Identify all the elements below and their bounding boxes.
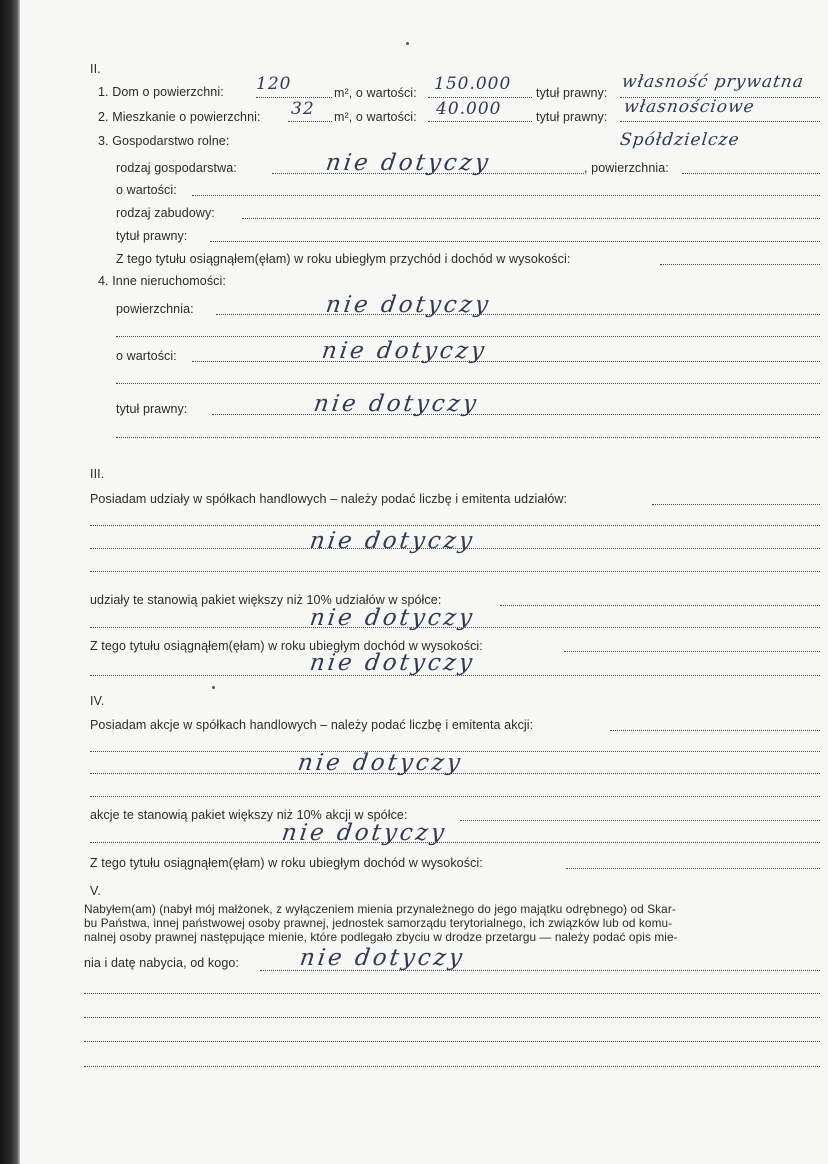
other-area-value: nie dotyczy: [324, 292, 493, 318]
shares-label: Posiadam udziały w spółkach handlowych – należy podać liczbę i emitenta udziałów:: [90, 492, 568, 506]
flat-area-dots: [288, 121, 332, 122]
flat-title-value: własnościowe: [622, 97, 757, 117]
house-area-dots: [256, 97, 332, 98]
other-title-value: nie dotyczy: [312, 391, 481, 417]
stock-pkg-dots: [460, 820, 820, 821]
section-v-line2: bu Państwa, innej państwowej osoby prawnej, jednostek samorządu terytorialnego, ich związków lub od komu-: [84, 916, 673, 930]
farm-title-dots: [210, 241, 820, 242]
scan-speck: [406, 42, 409, 45]
other-value-dots-2: [116, 383, 820, 384]
document-page: [20, 0, 828, 1164]
scan-left-edge: [0, 0, 20, 1164]
other-value-label: o wartości:: [116, 349, 177, 363]
section-v-line3: nalnej osoby prawnej następujące mienie, które podlegało zbyciu w drodze przetargu — należy podać opis mie-: [84, 930, 678, 944]
section-v-heading: V.: [90, 884, 101, 898]
shares-income-dots: [564, 651, 820, 652]
other-area-dots-2: [116, 336, 820, 337]
other-area-label: powierzchnia:: [116, 302, 194, 316]
stock-dots: [610, 730, 820, 731]
farm-income-dots: [660, 264, 820, 265]
flat-title-value-cont: Spółdzielcze: [618, 130, 741, 150]
section-v-dots-5: [84, 1066, 820, 1067]
flat-label: 2. Mieszkanie o powierzchni:: [98, 110, 261, 124]
farm-area-label: , powierzchnia:: [584, 161, 669, 175]
flat-value-dots: [428, 121, 532, 122]
house-area-value: 120: [256, 74, 292, 94]
shares-income-label: Z tego tytułu osiągnąłem(ęłam) w roku ubiegłym dochód w wysokości:: [90, 639, 483, 653]
farm-buildings-dots: [242, 218, 820, 219]
farm-title-label: tytuł prawny:: [116, 229, 188, 243]
farm-area-dots: [682, 173, 820, 174]
section-v-dots-4: [84, 1041, 820, 1042]
section-v-line4: nia i datę nabycia, od kogo:: [84, 956, 239, 970]
house-value-dots: [428, 97, 532, 98]
stock-label: Posiadam akcje w spółkach handlowych – należy podać liczbę i emitenta akcji:: [90, 718, 534, 732]
shares-dots-4: [90, 571, 820, 572]
flat-value-value: 40.000: [436, 99, 502, 119]
stock-income-dots: [566, 868, 820, 869]
farm-type-value: nie dotyczy: [324, 150, 493, 176]
farm-label: 3. Gospodarstwo rolne:: [98, 134, 230, 148]
farm-income-label: Z tego tytułu osiągnąłem(ęłam) w roku ubiegłym przychód i dochód w wysokości:: [116, 252, 571, 266]
house-title-value: własność prywatna: [620, 72, 806, 92]
other-label: 4. Inne nieruchomości:: [98, 274, 226, 288]
shares-income-dots-2: [90, 675, 820, 676]
flat-title-label: tytuł prawny:: [536, 110, 608, 124]
section-ii-heading: II.: [90, 62, 101, 76]
other-title-label: tytuł prawny:: [116, 402, 188, 416]
shares-pkg-dots: [500, 605, 820, 606]
farm-value-label: o wartości:: [116, 183, 177, 197]
house-unit-label: m², o wartości:: [334, 86, 417, 100]
shares-pkg-dots-2: [90, 627, 820, 628]
flat-title-dots: [620, 121, 820, 122]
other-area-dots: [216, 314, 820, 315]
stock-pkg-value: nie dotyczy: [280, 820, 449, 846]
other-title-dots: [212, 414, 820, 415]
stock-pkg-label: akcje te stanowią pakiet większy niż 10% akcji w spółce:: [90, 808, 408, 822]
section-iii-heading: III.: [90, 467, 105, 481]
flat-area-value: 32: [291, 99, 315, 119]
house-title-label: tytuł prawny:: [536, 86, 608, 100]
shares-dots: [652, 504, 820, 505]
stock-income-label: Z tego tytułu osiągnąłem(ęłam) w roku ubiegłym dochód w wysokości:: [90, 856, 483, 870]
other-value-value: nie dotyczy: [320, 338, 489, 364]
farm-type-label: rodzaj gospodarstwa:: [116, 161, 237, 175]
scan-speck: [212, 686, 215, 689]
other-title-dots-2: [116, 437, 820, 438]
stock-dots-4: [90, 796, 820, 797]
section-iv-heading: IV.: [90, 694, 105, 708]
farm-value-dots: [192, 195, 820, 196]
shares-pkg-label: udziały te stanowią pakiet większy niż 10% udziałów w spółce:: [90, 593, 442, 607]
shares-pkg-value: nie dotyczy: [308, 605, 477, 631]
section-v-dots-2: [84, 993, 820, 994]
section-v-line1: Nabyłem(am) (nabył mój małżonek, z wyłączeniem mienia przynależnego do jego majątku odrębnego) od Skar-: [84, 902, 676, 916]
shares-value: nie dotyczy: [308, 528, 477, 554]
house-label: 1. Dom o powierzchni:: [98, 85, 224, 99]
house-value-value: 150.000: [434, 74, 512, 94]
section-v-dots-3: [84, 1017, 820, 1018]
shares-income-value: nie dotyczy: [308, 650, 477, 676]
stock-value: nie dotyczy: [296, 750, 465, 776]
other-value-dots: [192, 361, 820, 362]
shares-dots-2: [90, 525, 820, 526]
section-v-value: nie dotyczy: [298, 945, 467, 971]
farm-buildings-label: rodzaj zabudowy:: [116, 206, 215, 220]
stock-pkg-dots-2: [90, 842, 820, 843]
flat-unit-label: m², o wartości:: [334, 110, 417, 124]
